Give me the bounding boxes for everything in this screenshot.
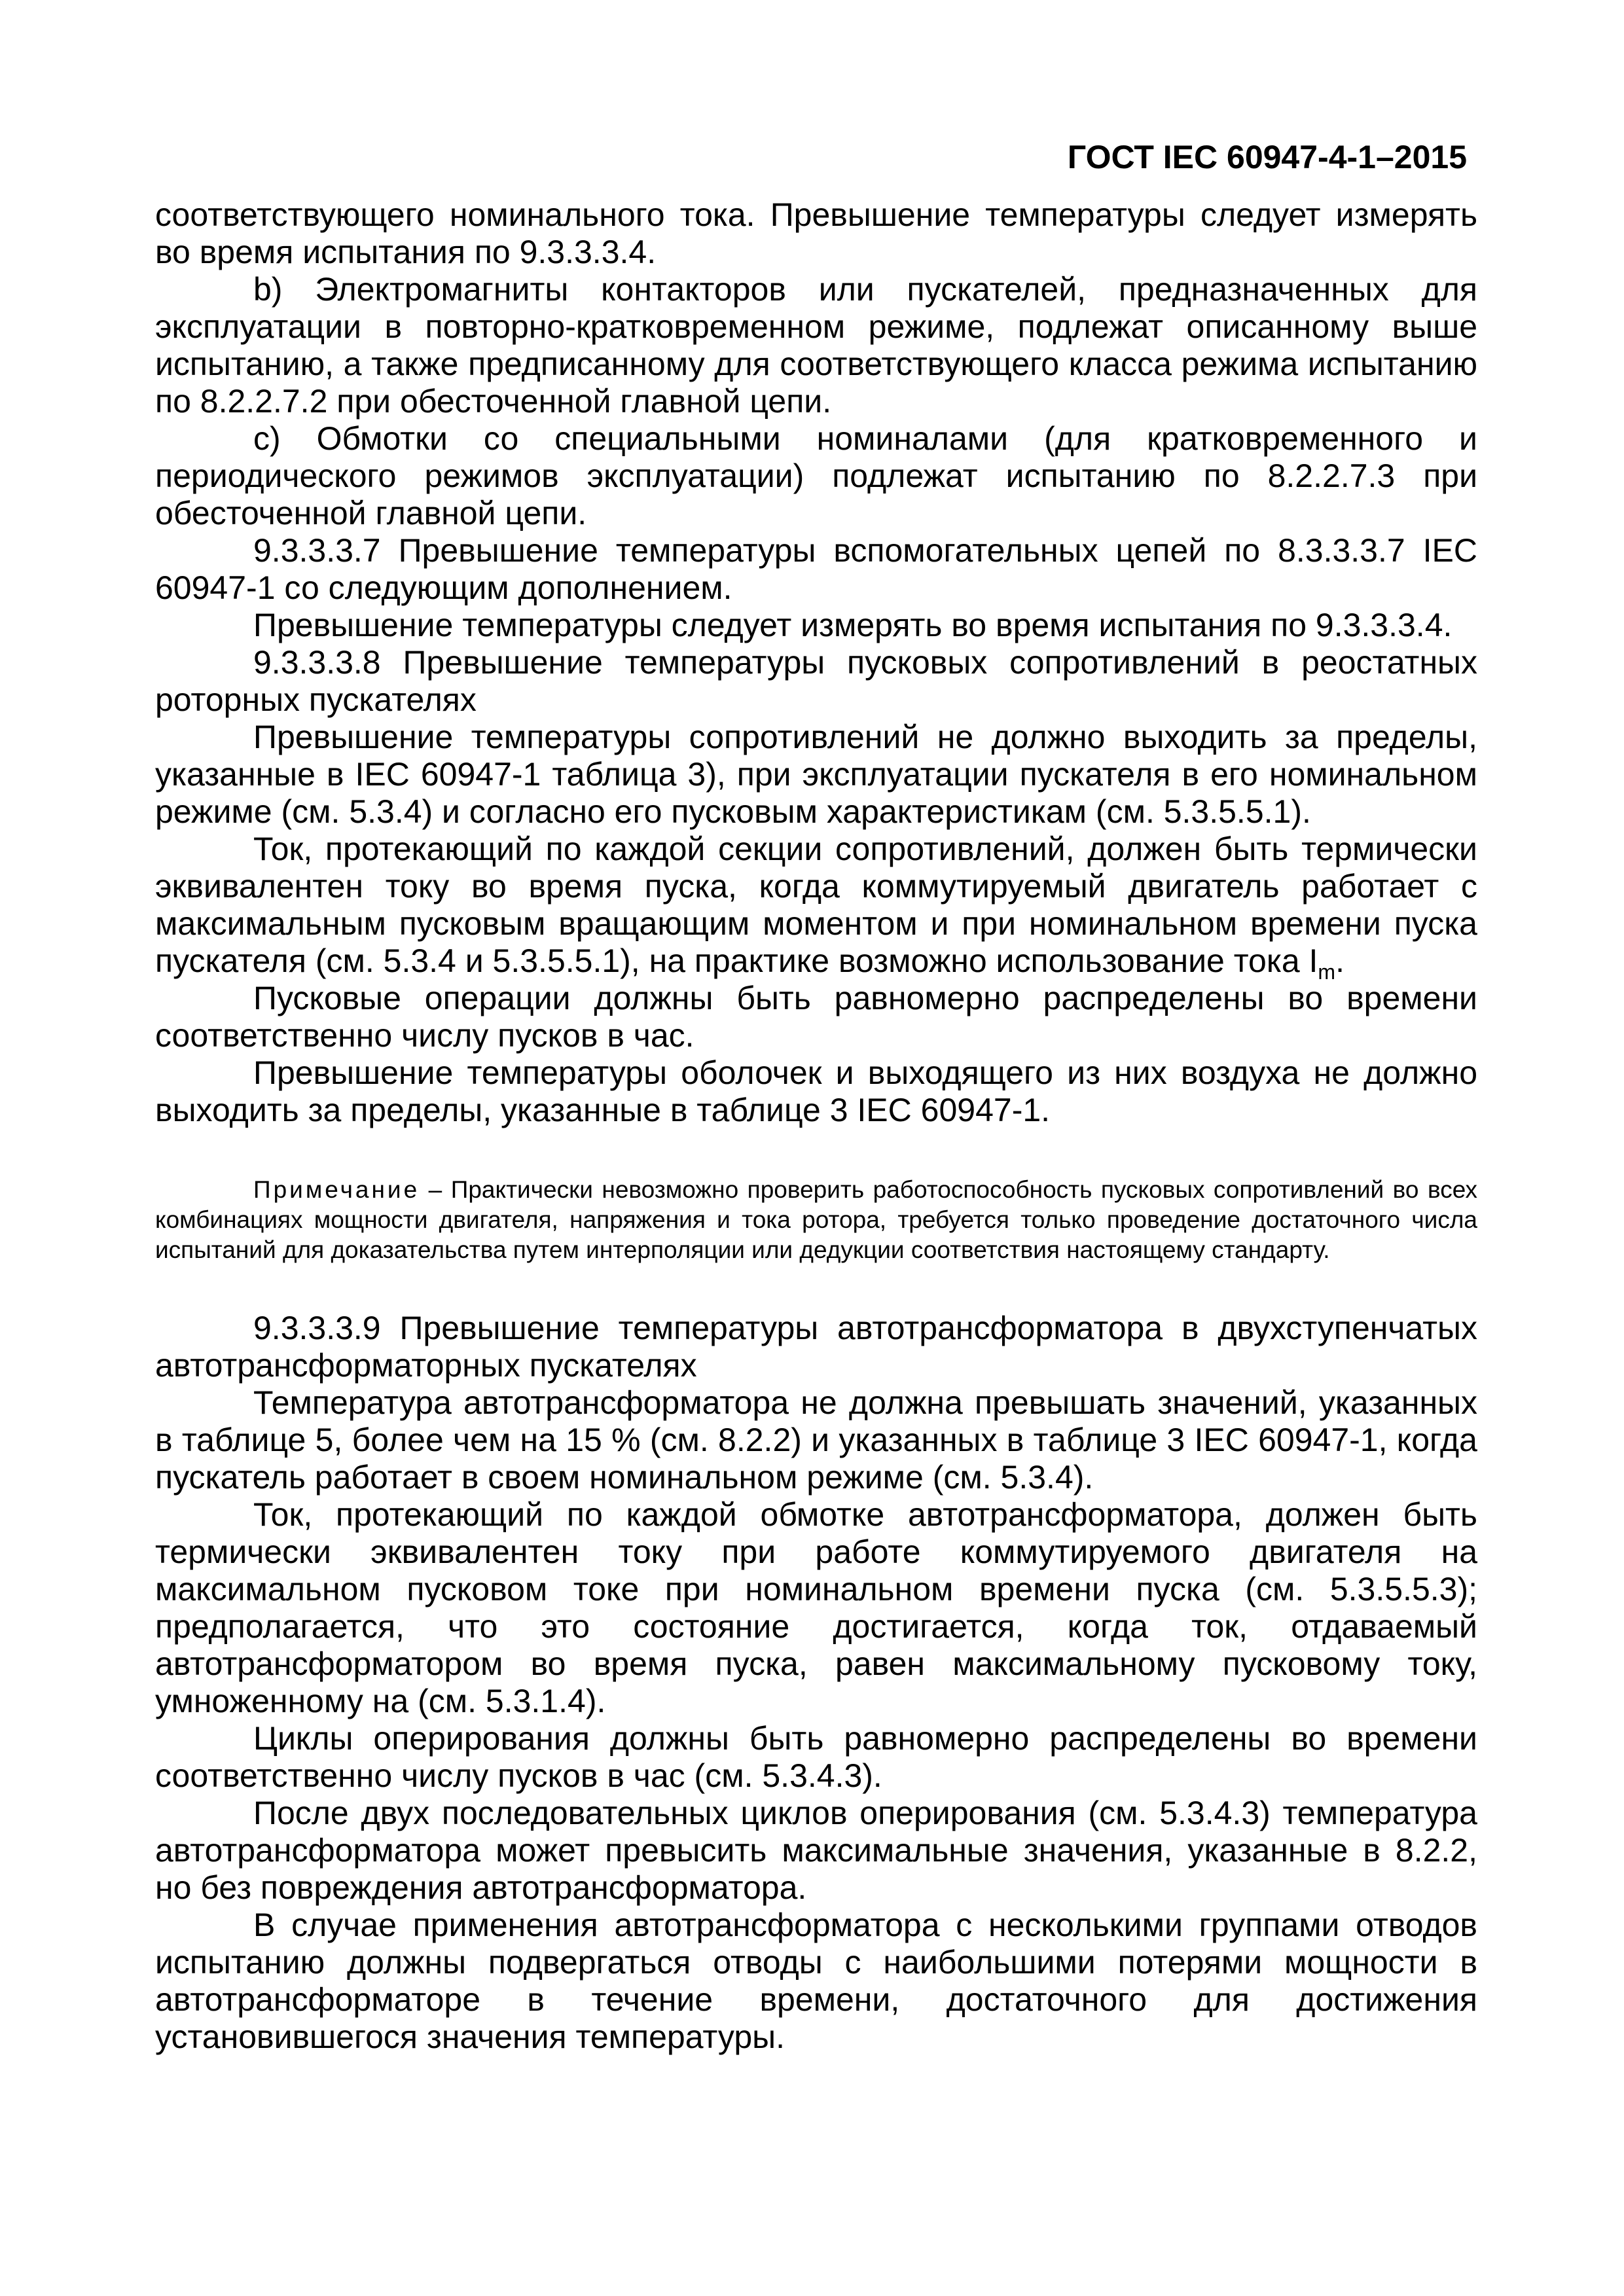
paragraph-text: c) Обмотки со специальными номиналами (для кратковременного и периодического режимов эксплуатации) подлежат испытанию по 8.2.2.7.3 при обесточенной главной цепи. (155, 420, 1477, 531)
paragraph-text: b) Электромагниты контакторов или пускателей, предназначенных для эксплуатации в повторно-кратковременном режиме, подлежат описанному выше испытанию, а также предписанному для соответствующего класса режима испытанию по 8.2.2.7.2 при обесточенной главной цепи. (155, 271, 1477, 420)
paragraph-text: соответствующего номинального тока. Превышение температуры следует измерять во время испытания по 9.3.3.3.4. (155, 196, 1477, 270)
paragraph-text: 9.3.3.3.8 Превышение температуры пусковых сопротивлений в реостатных роторных пускателях (155, 644, 1477, 718)
paragraph-text: Пусковые операции должны быть равномерно распределены во времени соответственно числу пусков в час. (155, 980, 1477, 1054)
paragraph-tail: . (1335, 942, 1344, 979)
body-paragraph (155, 607, 1477, 644)
note-text: – Практически невозможно проверить работоспособность пусковых сопротивлений во всех комбинациях мощности двигателя, напряжения и тока ротора, требуется только проведение достаточного числа испытаний для доказательства путем интерполяции или дедукции соответствия настоящему стандарту. (155, 1176, 1477, 1263)
paragraph-text: 9.3.3.3.7 Превышение температуры вспомогательных цепей по 8.3.3.3.7 IEC 60947-1 со следующим дополнением. (155, 532, 1477, 606)
paragraph-text: Ток, протекающий по каждой обмотке автотрансформатора, должен быть термически эквивалентен току при работе коммутируемого двигателя на максимальном пусковом токе при номинальном времени пуска (см. 5.3.5.5.3); предполагается, что это состояние достигается, когда ток, отдаваемый автотрансформатором во время пуска, равен максимальному пусковому току, умноженному на (см. 5.3.1.4). (155, 1496, 1477, 1719)
body-paragraph (155, 1795, 1477, 1907)
paragraph-text: Превышение температуры следует измерять во время испытания по 9.3.3.3.4. (253, 607, 1453, 643)
body-paragraph (155, 1054, 1477, 1129)
paragraph-text: Превышение температуры сопротивлений не должно выходить за пределы, указанные в IEC 60947-1 таблица 3), при эксплуатации пускателя в его номинальном режиме (см. 5.3.4) и согласно его пусковым характеристикам (см. 5.3.5.5.1). (155, 719, 1477, 830)
body-paragraph (155, 1720, 1477, 1795)
page-body (155, 196, 1477, 2056)
paragraph-text: 9.3.3.3.9 Превышение температуры автотрансформатора в двухступенчатых автотрансформаторных пускателях (155, 1310, 1477, 1384)
body-paragraph (155, 719, 1477, 831)
text-block-after-note (155, 1310, 1477, 2056)
body-paragraph (155, 1384, 1477, 1496)
body-paragraph (155, 1310, 1477, 1384)
note-block (155, 1175, 1477, 1265)
body-paragraph (155, 1907, 1477, 2056)
body-paragraph (155, 271, 1477, 420)
paragraph-text: В случае применения автотрансформатора с несколькими группами отводов испытанию должны подвергаться отводы с наибольшими потерями мощности в автотрансформаторе в течение времени, достаточного для достижения установившегося значения температуры. (155, 1907, 1477, 2055)
subscript: m (1318, 960, 1336, 984)
paragraph-text: После двух последовательных циклов оперирования (см. 5.3.4.3) температура автотрансформатора может превысить максимальные значения, указанные в 8.2.2, но без повреждения автотрансформатора. (155, 1795, 1477, 1906)
body-paragraph (155, 644, 1477, 719)
body-paragraph (155, 980, 1477, 1054)
text-block-before-note (155, 196, 1477, 1129)
paragraph-text: Температура автотрансформатора не должна превышать значений, указанных в таблице 5, более чем на 15 % (см. 8.2.2) и указанных в таблице 3 IEC 60947-1, когда пускатель работает в своем номинальном режиме (см. 5.3.4). (155, 1384, 1477, 1496)
paragraph-text: Ток, протекающий по каждой секции сопротивлений, должен быть термически эквивалентен току во время пуска, когда коммутируемый двигатель работает с максимальным пусковым вращающим моментом и при номинальном времени пуска пускателя (см. 5.3.4 и 5.3.5.5.1), на практике возможно использование тока I (155, 831, 1477, 979)
paragraph-text: Циклы оперирования должны быть равномерно распределены во времени соответственно числу пусков в час (см. 5.3.4.3). (155, 1720, 1477, 1794)
body-paragraph (155, 420, 1477, 532)
body-paragraph (155, 1496, 1477, 1720)
body-paragraph (155, 532, 1477, 607)
paragraph-text: Превышение температуры оболочек и выходящего из них воздуха не должно выходить за пределы, указанные в таблице 3 IEC 60947-1. (155, 1054, 1477, 1128)
body-paragraph (155, 831, 1477, 984)
note-label: Примечание (253, 1176, 420, 1203)
body-paragraph (155, 196, 1477, 271)
document-code-header: ГОСТ IEC 60947-4-1–2015 (1067, 139, 1467, 175)
